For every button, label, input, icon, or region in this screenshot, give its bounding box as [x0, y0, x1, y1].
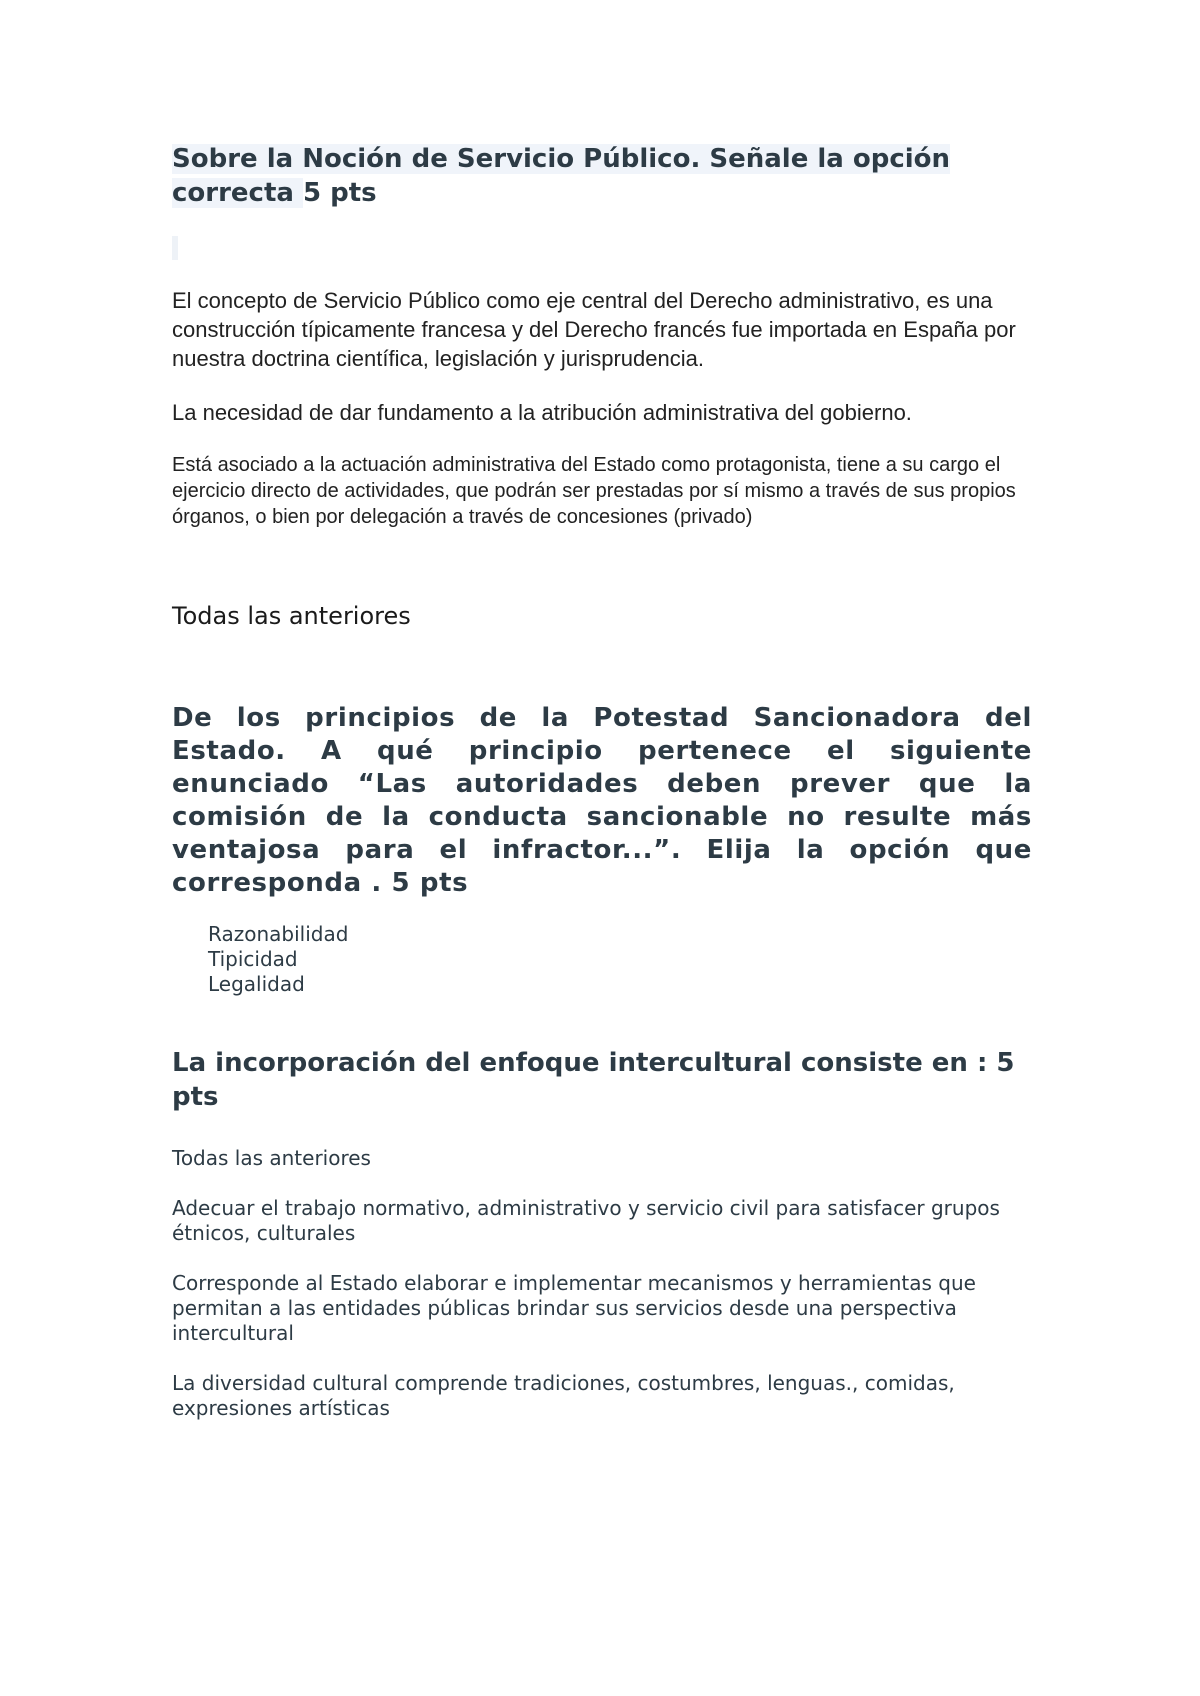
question-1-points: 5 pts: [303, 178, 377, 208]
question-1-option-1: El concepto de Servicio Público como eje central del Derecho administrativo, es una construcción típicamente francesa y del Derecho francés fue importada en España por nuestra doctrina científica, legislación y jurisprudencia.: [172, 288, 1016, 371]
question-1-option-4: Todas las anteriores: [172, 602, 411, 630]
question-1-title-text: Sobre la Noción de Servicio Público. Señale la opción correcta: [172, 144, 951, 208]
question-1-option-3: Está asociado a la actuación administrativa del Estado como protagonista, tiene a su cargo el ejercicio directo de actividades, que podrán ser prestadas por sí mismo a través de sus propios órganos, o bien por delegación a través de concesiones (privado): [172, 454, 1016, 528]
question-3-option-3: Corresponde al Estado elaborar e implementar mecanismos y herramientas que permitan a las entidades públicas brindar sus servicios desde una perspectiva intercultural: [172, 1271, 976, 1345]
question-3-title: La incorporación del enfoque intercultural consiste en : 5 pts: [172, 1048, 1015, 1112]
question-2-option-3: Legalidad: [208, 972, 305, 996]
question-3-option-1: Todas las anteriores: [172, 1146, 371, 1170]
question-1-option-2: La necesidad de dar fundamento a la atribución administrativa del gobierno.: [172, 400, 912, 425]
question-2-title: De los principios de la Potestad Sancionadora del Estado. A qué principio pertenece el siguiente enunciado “Las autoridades deben prever que la comisión de la conducta sancionable no resulte más ventajosa para el infractor...”. Elija la opción que corresponda . 5 pts: [172, 703, 1032, 898]
question-2-option-2: Tipicidad: [208, 947, 298, 971]
answer-marker: [172, 236, 178, 260]
question-2-options: [208, 922, 348, 997]
question-3-option-4: La diversidad cultural comprende tradiciones, costumbres, lenguas., comidas, expresiones artísticas: [172, 1371, 955, 1420]
question-3-option-2: Adecuar el trabajo normativo, administrativo y servicio civil para satisfacer grupos étnicos, culturales: [172, 1196, 1000, 1245]
question-1-title: [172, 142, 1032, 210]
question-2-option-1: Razonabilidad: [208, 922, 349, 946]
